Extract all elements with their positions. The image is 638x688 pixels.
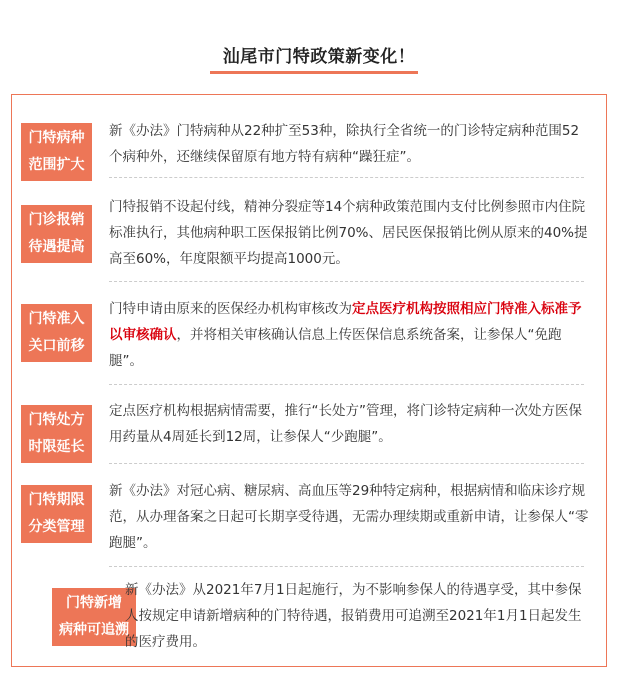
tag-line: 病种可追溯 [59, 622, 129, 638]
tag-line: 分类管理 [28, 519, 85, 535]
row-separator [109, 384, 584, 385]
desc-prescription: 定点医疗机构根据病情需要，推行“长处方”管理，将门诊特定病种一次处方医保用药量从4周延长到12周，让参保人“少跑腿”。 [109, 403, 582, 445]
tag-line: 门特处方 [28, 412, 85, 428]
tag-line: 时限延长 [28, 439, 85, 455]
tag-line: 待遇提高 [28, 239, 85, 255]
tag-period [21, 485, 92, 543]
row-separator [109, 281, 584, 282]
desc-access [109, 296, 589, 374]
tag-line: 门特期限 [28, 492, 85, 508]
tag-line: 门特病种 [28, 130, 85, 146]
desc-retroactive: 新《办法》从2021年7月1日起施行，为不影响参保人的待遇享受，其中参保人按规定申请新增病种的门特待遇，报销费用可追溯至2021年1月1日起发生的医疗费用。 [125, 582, 582, 650]
tag-retroactive [52, 588, 136, 646]
tag-access [21, 304, 92, 362]
row-separator [109, 566, 584, 567]
title-underline [210, 71, 418, 74]
desc-disease-scope: 新《办法》门特病种从22种扩至53种，除执行全省统一的门诊特定病种范围52个病种外，还继续保留原有地方特有病种“躁狂症”。 [109, 123, 580, 165]
desc-text: 门特申请由原来的医保经办机构审核改为 [109, 301, 352, 317]
desc-period: 新《办法》对冠心病、糖尿病、高血压等29种特定病种，根据病情和临床诊疗规范，从办理备案之日起可长期享受待遇，无需办理续期或重新申请，让参保人“零跑腿”。 [109, 483, 589, 551]
desc-text: ，并将相关审核确认信息上传医保信息系统备案，让参保人“免跑腿”。 [109, 327, 562, 369]
row-separator [109, 463, 584, 464]
page-title: 汕尾市门特政策新变化！ [222, 47, 416, 67]
tag-line: 门诊报销 [28, 212, 85, 228]
desc-reimbursement: 门特报销不设起付线，精神分裂症等14个病种政策范围内支付比例参照市内住院标准执行，其他病种职工医保报销比例70%、居民医保报销比例从原来的40%提高至60%，年度限额平均提高1000元。 [109, 199, 588, 267]
tag-prescription [21, 405, 92, 463]
tag-line: 范围扩大 [28, 157, 85, 173]
row-separator [109, 177, 584, 178]
tag-reimbursement [21, 205, 92, 263]
tag-line: 门特准入 [28, 311, 85, 327]
policy-frame [11, 94, 607, 667]
desc-highlight: 定点医疗机构按照相应门特准入标准予以审核确认 [109, 301, 582, 343]
tag-line: 门特新增 [66, 595, 122, 611]
tag-disease-scope [21, 123, 92, 181]
tag-line: 关口前移 [28, 338, 85, 354]
